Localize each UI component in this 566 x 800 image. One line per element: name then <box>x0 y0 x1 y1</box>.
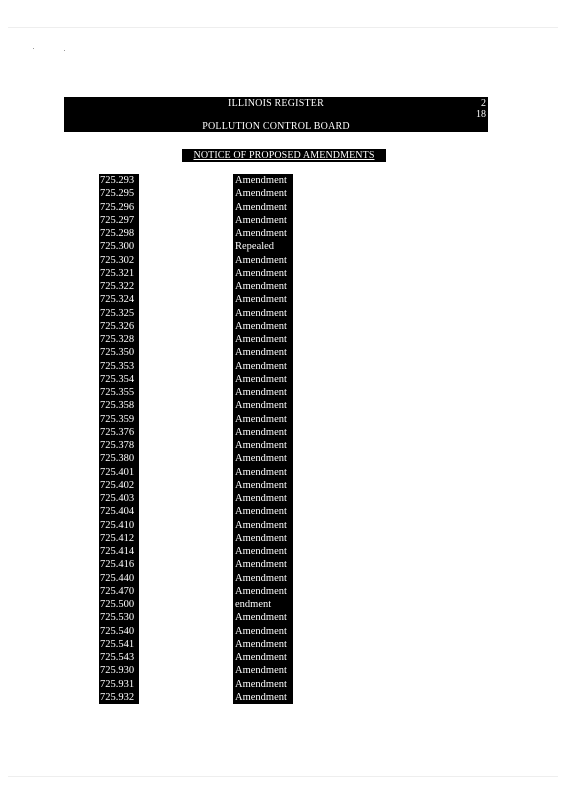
section-number: 725.931 <box>99 678 139 691</box>
proposed-action: Amendment <box>233 399 293 412</box>
section-number: 725.414 <box>99 545 139 558</box>
section-number: 725.321 <box>99 267 139 280</box>
proposed-action: Amendment <box>233 492 293 505</box>
volume-number: 2 <box>481 98 486 109</box>
table-row <box>0 505 566 518</box>
proposed-action: Amendment <box>233 280 293 293</box>
section-number: 725.416 <box>99 558 139 571</box>
section-number: 725.326 <box>99 320 139 333</box>
proposed-action: Amendment <box>233 691 293 704</box>
table-row <box>0 254 566 267</box>
proposed-action: Amendment <box>233 572 293 585</box>
table-row <box>0 413 566 426</box>
proposed-action: Amendment <box>233 360 293 373</box>
section-number: 725.378 <box>99 439 139 452</box>
table-row <box>0 280 566 293</box>
proposed-action: Amendment <box>233 519 293 532</box>
table-row <box>0 227 566 240</box>
table-row <box>0 492 566 505</box>
scan-speck <box>33 48 34 49</box>
table-row <box>0 333 566 346</box>
section-number: 725.325 <box>99 307 139 320</box>
section-number: 725.300 <box>99 240 139 253</box>
table-row <box>0 240 566 253</box>
proposed-action: Amendment <box>233 638 293 651</box>
section-number: 725.295 <box>99 187 139 200</box>
section-number: 725.541 <box>99 638 139 651</box>
table-row <box>0 558 566 571</box>
scan-speck <box>64 50 65 51</box>
table-row <box>0 545 566 558</box>
section-number: 725.358 <box>99 399 139 412</box>
table-row <box>0 320 566 333</box>
section-number: 725.401 <box>99 466 139 479</box>
page-bottom-edge <box>8 776 558 777</box>
proposed-action: Amendment <box>233 558 293 571</box>
notice-title: NOTICE OF PROPOSED AMENDMENTS <box>182 149 386 162</box>
proposed-action: Amendment <box>233 505 293 518</box>
section-number: 725.296 <box>99 201 139 214</box>
proposed-action: Amendment <box>233 320 293 333</box>
proposed-action: Amendment <box>233 585 293 598</box>
proposed-action: Amendment <box>233 214 293 227</box>
table-row <box>0 479 566 492</box>
proposed-action: Amendment <box>233 678 293 691</box>
proposed-action: Amendment <box>233 267 293 280</box>
table-row <box>0 293 566 306</box>
proposed-action: Amendment <box>233 201 293 214</box>
section-number: 725.540 <box>99 625 139 638</box>
section-number: 725.403 <box>99 492 139 505</box>
section-number: 725.297 <box>99 214 139 227</box>
proposed-action: Amendment <box>233 293 293 306</box>
section-number: 725.402 <box>99 479 139 492</box>
proposed-action: Amendment <box>233 333 293 346</box>
proposed-action: Amendment <box>233 439 293 452</box>
proposed-action: Amendment <box>233 413 293 426</box>
proposed-action: Amendment <box>233 651 293 664</box>
proposed-action: Amendment <box>233 307 293 320</box>
proposed-action: Amendment <box>233 625 293 638</box>
table-row <box>0 174 566 187</box>
section-number: 725.350 <box>99 346 139 359</box>
page-top-edge <box>8 27 558 28</box>
table-row <box>0 572 566 585</box>
section-number: 725.298 <box>99 227 139 240</box>
section-number: 725.404 <box>99 505 139 518</box>
proposed-action: Amendment <box>233 664 293 677</box>
agency-name: POLLUTION CONTROL BOARD <box>202 121 350 132</box>
section-number: 725.530 <box>99 611 139 624</box>
section-number: 725.353 <box>99 360 139 373</box>
table-row <box>0 532 566 545</box>
table-row <box>0 625 566 638</box>
table-row <box>0 678 566 691</box>
table-row <box>0 360 566 373</box>
proposed-action: Amendment <box>233 545 293 558</box>
table-row <box>0 638 566 651</box>
issue-number: 18 <box>476 109 486 120</box>
proposed-action: Amendment <box>233 174 293 187</box>
proposed-action: Amendment <box>233 466 293 479</box>
section-number: 725.930 <box>99 664 139 677</box>
table-row <box>0 386 566 399</box>
section-number: 725.328 <box>99 333 139 346</box>
section-list <box>0 174 566 704</box>
table-row <box>0 267 566 280</box>
section-number: 725.470 <box>99 585 139 598</box>
table-row <box>0 307 566 320</box>
proposed-action: Amendment <box>233 479 293 492</box>
section-number: 725.410 <box>99 519 139 532</box>
table-row <box>0 691 566 704</box>
table-row <box>0 373 566 386</box>
table-row <box>0 651 566 664</box>
table-row <box>0 519 566 532</box>
table-row <box>0 201 566 214</box>
proposed-action: Amendment <box>233 373 293 386</box>
proposed-action: Amendment <box>233 187 293 200</box>
section-number: 725.932 <box>99 691 139 704</box>
section-number: 725.376 <box>99 426 139 439</box>
proposed-action: Amendment <box>233 386 293 399</box>
proposed-action: Amendment <box>233 254 293 267</box>
section-number: 725.293 <box>99 174 139 187</box>
table-row <box>0 598 566 611</box>
section-number: 725.543 <box>99 651 139 664</box>
table-row <box>0 187 566 200</box>
register-header <box>64 97 488 132</box>
table-row <box>0 426 566 439</box>
table-row <box>0 611 566 624</box>
table-row <box>0 214 566 227</box>
table-row <box>0 399 566 412</box>
table-row <box>0 664 566 677</box>
table-row <box>0 439 566 452</box>
table-row <box>0 452 566 465</box>
section-number: 725.302 <box>99 254 139 267</box>
proposed-action: Amendment <box>233 611 293 624</box>
table-row <box>0 346 566 359</box>
section-number: 725.355 <box>99 386 139 399</box>
section-number: 725.440 <box>99 572 139 585</box>
register-title: ILLINOIS REGISTER <box>228 98 324 109</box>
proposed-action: Amendment <box>233 227 293 240</box>
section-number: 725.354 <box>99 373 139 386</box>
proposed-action: Amendment <box>233 532 293 545</box>
proposed-action: Amendment <box>233 452 293 465</box>
section-number: 725.359 <box>99 413 139 426</box>
proposed-action: endment <box>233 598 293 611</box>
proposed-action: Amendment <box>233 426 293 439</box>
section-number: 725.500 <box>99 598 139 611</box>
table-row <box>0 466 566 479</box>
proposed-action: Repealed <box>233 240 293 253</box>
section-number: 725.322 <box>99 280 139 293</box>
section-number: 725.324 <box>99 293 139 306</box>
table-row <box>0 585 566 598</box>
proposed-action: Amendment <box>233 346 293 359</box>
section-number: 725.412 <box>99 532 139 545</box>
section-number: 725.380 <box>99 452 139 465</box>
